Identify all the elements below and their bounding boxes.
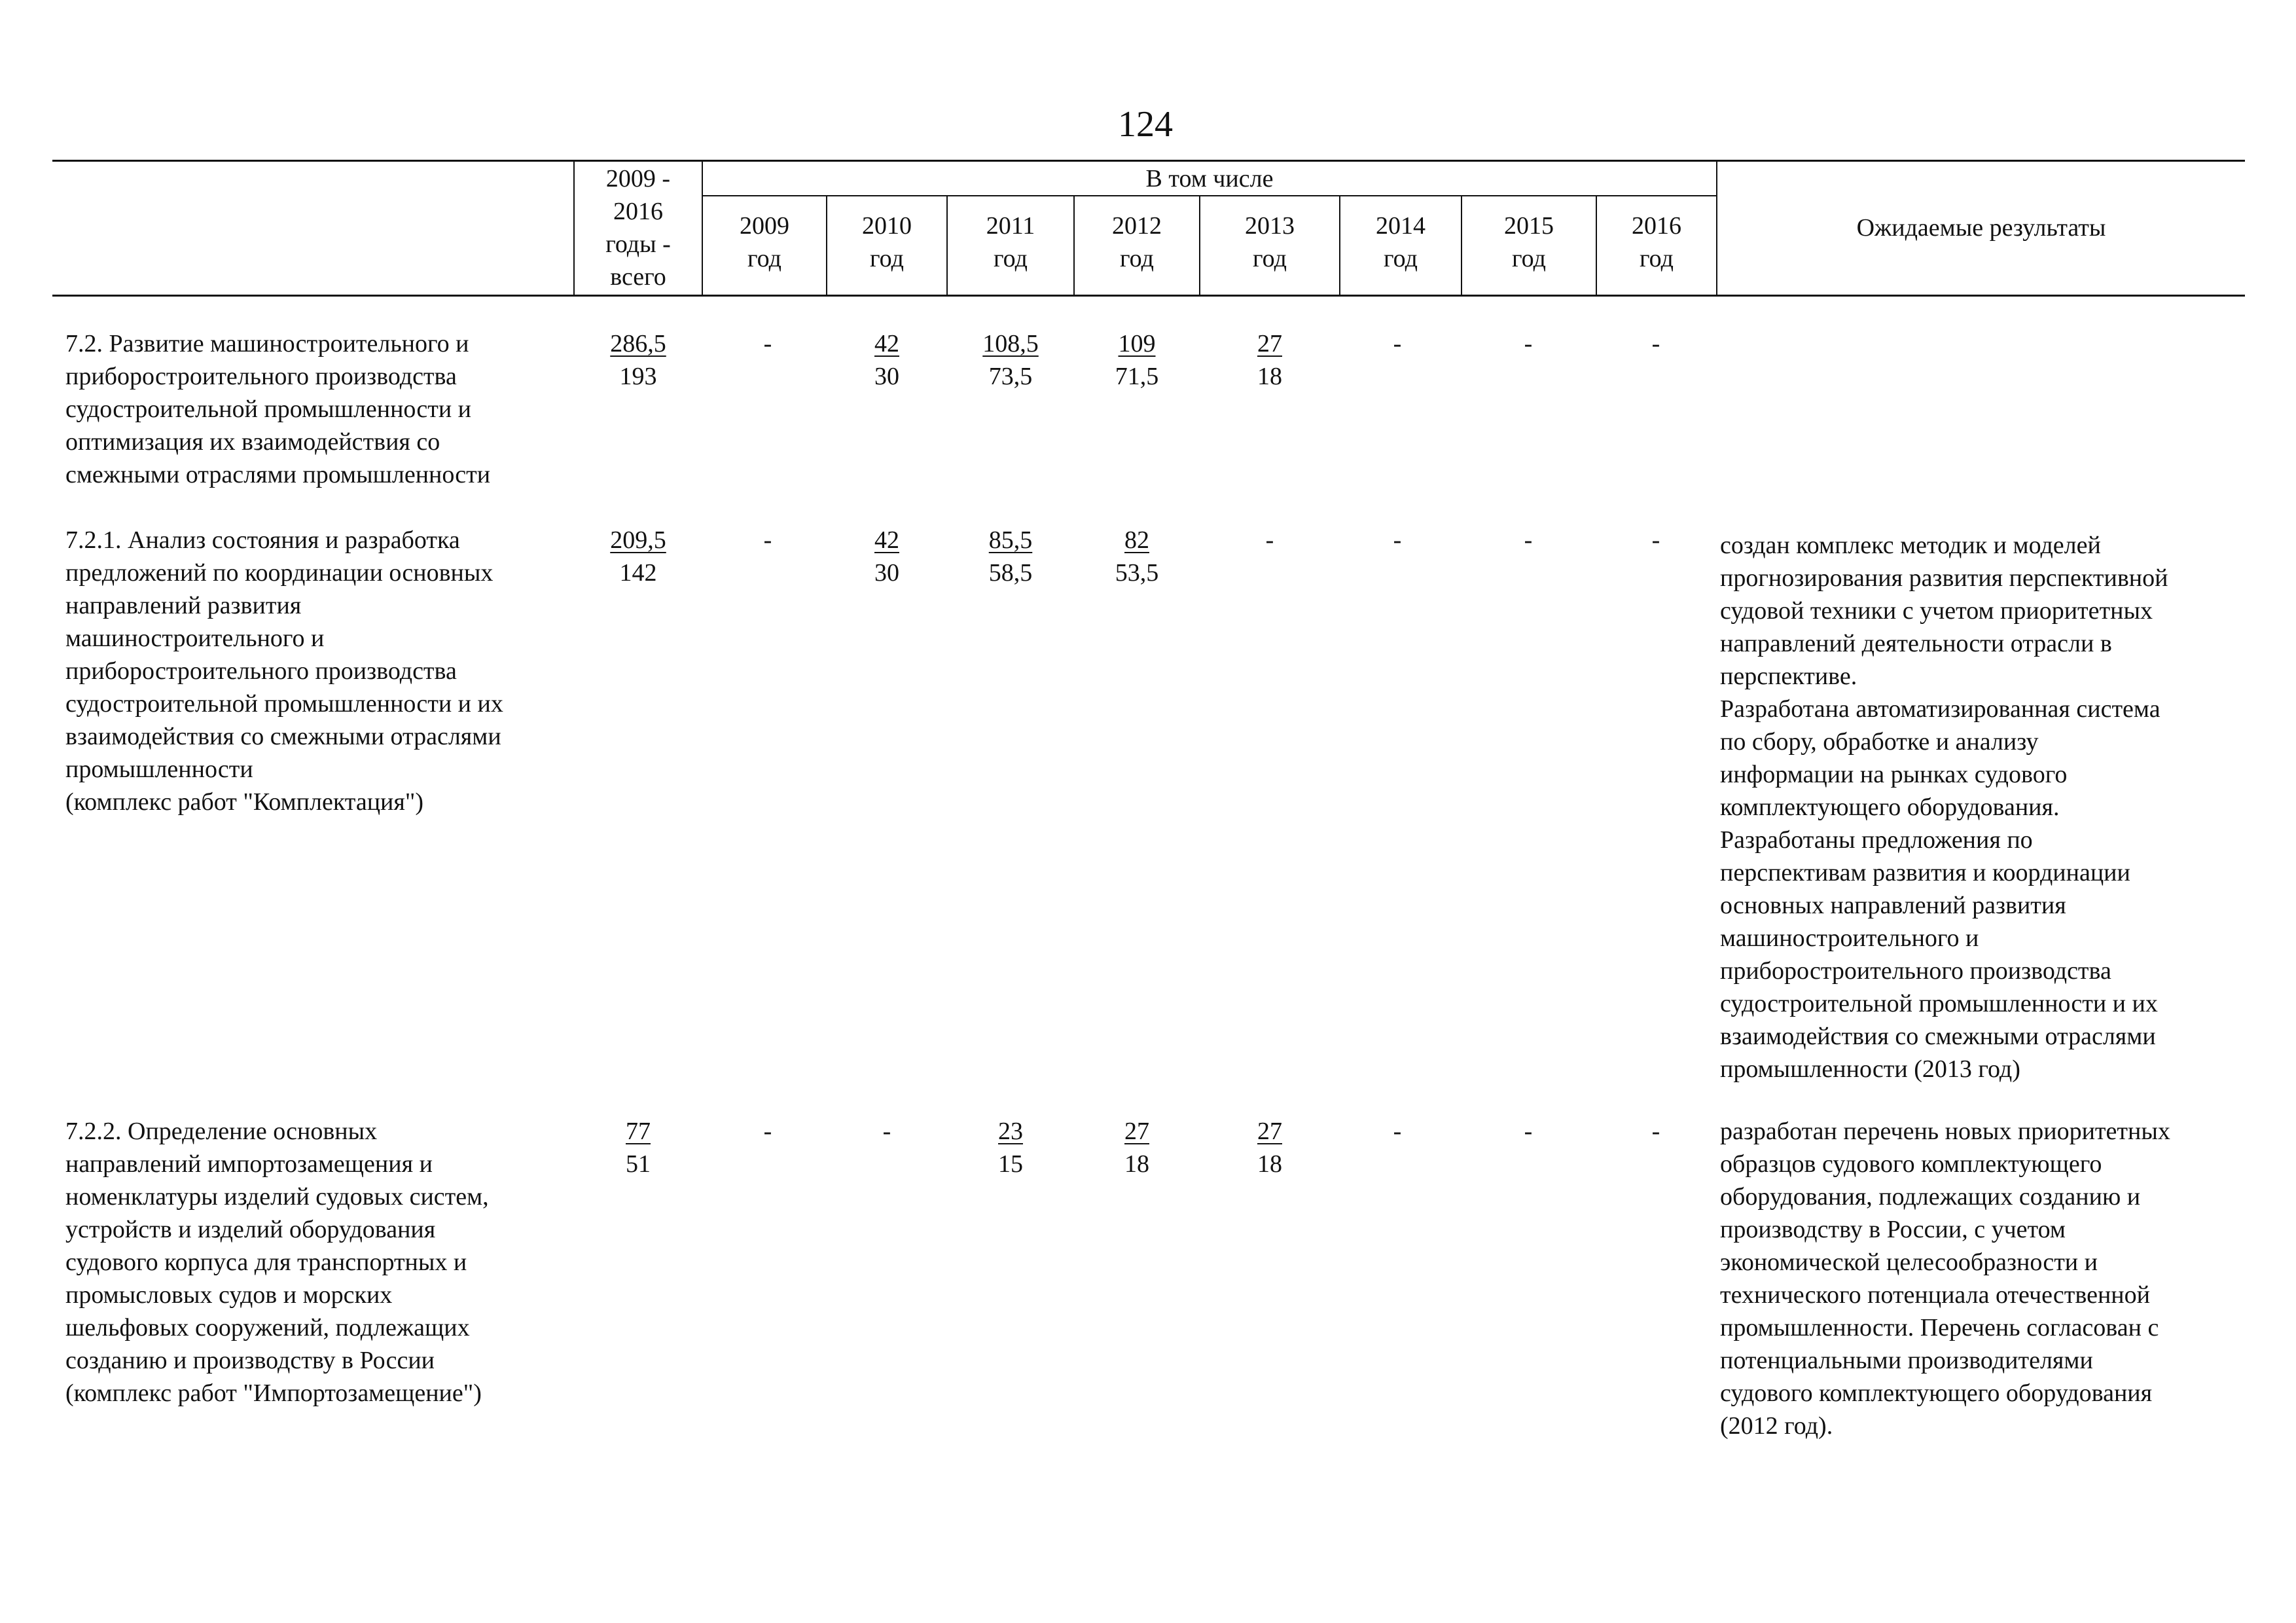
value-planned: 23 — [998, 1118, 1023, 1145]
year-label: 2011 — [986, 212, 1035, 240]
value-planned: - — [1524, 330, 1533, 357]
row-year-2009 — [715, 524, 820, 556]
row-year-2010 — [834, 1115, 939, 1148]
value-planned: - — [882, 1118, 891, 1145]
value-planned: 42 — [874, 330, 899, 357]
header-year-2014 — [1340, 210, 1461, 275]
row-title: 7.2.1. Анализ состояния и разработка предложений по координации основных направлений развития машиностроительного и приборостроительного производства судостроительной промышленности и их взаимодействия со смежными отраслями промышленности (комплекс работ "Комплектация") — [65, 526, 503, 816]
header-year-2013 — [1200, 210, 1339, 275]
value-planned: - — [1651, 330, 1660, 357]
year-label: 2013 — [1245, 212, 1295, 240]
row-year-2010 — [834, 524, 939, 589]
header-total-col — [575, 162, 702, 293]
row-result: создан комплекс методик и моделей прогнозирования развития перспективной судовой техники с учетом приоритетных направлений деятельности отрасли в перспективе. Разработана автоматизированная система по сбору, обработке и анализу информации на рынках судового комплектующего оборудования. Разработаны предложения по перспективам развития и координации основных направлений развития машиностроительного и приборостроительного производства судостроительной промышленности и их взаимодействия со смежными отраслями промышленности (2013 год) — [1720, 532, 2168, 1083]
header-year-2012 — [1075, 210, 1199, 275]
value-planned: - — [1651, 526, 1660, 554]
value-budget: 73,5 — [988, 363, 1033, 390]
row-year-2015 — [1476, 524, 1581, 556]
value-budget: 18 — [1257, 363, 1282, 390]
year-unit: год — [747, 245, 781, 272]
value-planned: - — [1524, 1118, 1533, 1145]
header-total-line: 2016 — [613, 198, 663, 225]
row-year-2011 — [958, 1115, 1063, 1180]
group-underline — [702, 195, 1716, 196]
row-year-2014 — [1345, 1115, 1450, 1148]
year-label: 2010 — [862, 212, 912, 240]
header-total-line: всего — [610, 263, 666, 291]
value-planned: 77 — [626, 1118, 651, 1145]
value-planned: 42 — [874, 526, 899, 554]
value-planned: - — [1265, 526, 1274, 554]
row-total — [586, 524, 691, 589]
value-planned: - — [1393, 330, 1402, 357]
value-planned: - — [763, 330, 772, 357]
row-year-2014 — [1345, 327, 1450, 360]
header-year-2010 — [827, 210, 946, 275]
value-planned: - — [763, 526, 772, 554]
value-planned: 27 — [1257, 1118, 1282, 1145]
year-label: 2016 — [1632, 212, 1681, 240]
value-planned: 27 — [1257, 330, 1282, 357]
year-unit: год — [1384, 245, 1418, 272]
row-year-2015 — [1476, 1115, 1581, 1148]
header-total-line: 2009 - — [605, 165, 671, 192]
row-year-2010 — [834, 327, 939, 393]
row-title: 7.2.2. Определение основных направлений импортозамещения и номенклатуры изделий судовых систем, устройств и изделий оборудования судового корпуса для транспортных и промысловых судов и морских шельфовых сооружений, подлежащих созданию и производству в России (комплекс работ "Импортозамещение") — [65, 1118, 489, 1407]
row-year-2012 — [1085, 524, 1189, 589]
page-number: 124 — [1118, 104, 1173, 145]
header-year-2009 — [703, 210, 826, 275]
row-year-2013 — [1217, 1115, 1322, 1180]
value-planned: - — [763, 1118, 772, 1145]
value-budget: 71,5 — [1115, 363, 1159, 390]
value-planned: 82 — [1124, 526, 1149, 554]
header-results: Ожидаемые результаты — [1856, 214, 2106, 242]
value-budget: 15 — [998, 1150, 1023, 1178]
value-planned: 286,5 — [610, 330, 666, 357]
header-year-2011 — [948, 210, 1073, 275]
year-label: 2015 — [1504, 212, 1554, 240]
value-planned: 27 — [1124, 1118, 1149, 1145]
value-budget: 53,5 — [1115, 559, 1159, 587]
value-planned: - — [1393, 526, 1402, 554]
row-year-2012 — [1085, 1115, 1189, 1180]
row-year-2013 — [1217, 327, 1322, 393]
row-total — [586, 327, 691, 393]
header-year-2016 — [1597, 210, 1716, 275]
row-year-2015 — [1476, 327, 1581, 360]
header-bottom-rule — [52, 295, 2245, 297]
row-year-2011 — [958, 327, 1063, 393]
value-planned: - — [1524, 526, 1533, 554]
header-group-label: В том числе — [1145, 165, 1274, 192]
row-year-2016 — [1604, 1115, 1708, 1148]
year-label: 2014 — [1376, 212, 1426, 240]
value-planned: 85,5 — [988, 526, 1033, 554]
year-unit: год — [870, 245, 904, 272]
row-year-2011 — [958, 524, 1063, 589]
value-budget: 58,5 — [988, 559, 1033, 587]
value-budget: 18 — [1124, 1150, 1149, 1178]
row-year-2016 — [1604, 524, 1708, 556]
value-planned: 209,5 — [610, 526, 666, 554]
header-top-rule — [52, 160, 2245, 162]
value-planned: 109 — [1118, 330, 1156, 357]
value-budget: 30 — [874, 559, 899, 587]
row-year-2009 — [715, 1115, 820, 1148]
value-planned: - — [1651, 1118, 1660, 1145]
year-unit: год — [1512, 245, 1546, 272]
year-unit: год — [1253, 245, 1287, 272]
value-budget: 193 — [619, 363, 657, 390]
row-year-2014 — [1345, 524, 1450, 556]
value-budget: 142 — [619, 559, 657, 587]
value-planned: 108,5 — [982, 330, 1039, 357]
year-unit: год — [994, 245, 1028, 272]
value-budget: 51 — [626, 1150, 651, 1178]
row-year-2016 — [1604, 327, 1708, 360]
row-year-2013 — [1217, 524, 1322, 556]
year-label: 2012 — [1112, 212, 1162, 240]
value-planned: - — [1393, 1118, 1402, 1145]
header-total-line: годы - — [605, 230, 671, 258]
value-budget: 30 — [874, 363, 899, 390]
year-unit: год — [1640, 245, 1674, 272]
header-year-2015 — [1462, 210, 1596, 275]
year-label: 2009 — [740, 212, 789, 240]
row-total — [586, 1115, 691, 1180]
row-year-2012 — [1085, 327, 1189, 393]
row-result: разработан перечень новых приоритетных образцов судового комплектующего оборудования, подлежащих созданию и производству в России, с учетом экономической целесообразности и технического потенциала отечественной промышленности. Перечень согласован с потенциальными производителями судового комплектующего оборудования (2012 год). — [1720, 1118, 2170, 1440]
year-unit: год — [1120, 245, 1154, 272]
row-title: 7.2. Развитие машиностроительного и приборостроительного производства судостроительной промышленности и оптимизация их взаимодействия со смежными отраслями промышленности — [65, 330, 491, 488]
row-year-2009 — [715, 327, 820, 360]
value-budget: 18 — [1257, 1150, 1282, 1178]
